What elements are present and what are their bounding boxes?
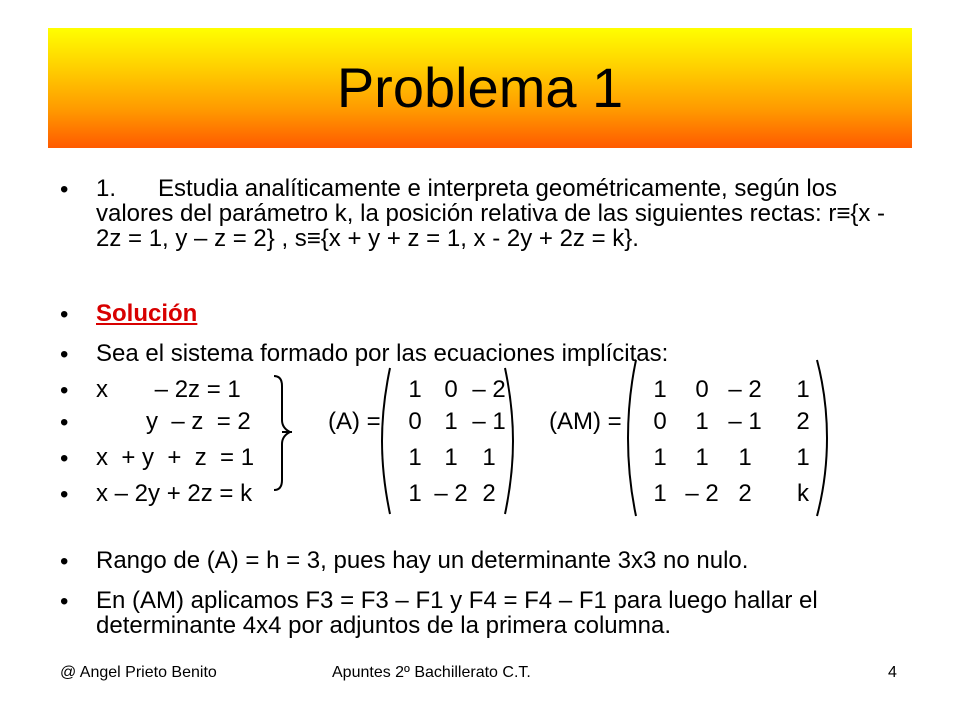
matrix-am-left-bracket-icon xyxy=(626,358,638,518)
bullet: • xyxy=(60,409,69,436)
bullet: • xyxy=(60,176,69,203)
intro-text: Sea el sistema formado por las ecuaciones implícitas: xyxy=(96,340,669,367)
matrix-am-label: (AM) = xyxy=(549,408,622,435)
bullet: • xyxy=(60,445,69,472)
matrix-a-label: (A) = xyxy=(328,408,381,435)
matrix-am-cell: 1 xyxy=(695,408,709,435)
matrix-am-right-bracket-icon xyxy=(815,358,829,518)
footer-course: Apuntes 2º Bachillerato C.T. xyxy=(332,664,531,681)
problem-text: Estudia analíticamente e interpreta geométricamente, según los valores del parámetro k, la posición relativa de las siguientes rectas: r≡{x - 2z = 1, y – z = 2} , s≡{x + y + z = 1, x - 2y + 2z = k}. xyxy=(96,175,886,252)
matrix-am-cell: 1 xyxy=(695,444,709,471)
matrix-am-cell: – 1 xyxy=(728,408,762,435)
matrix-am-cell: – 2 xyxy=(685,480,719,507)
slide-title: Problema 1 xyxy=(336,56,624,119)
matrix-am-cell: 1 xyxy=(738,444,752,471)
matrix-am-cell: 1 xyxy=(796,376,810,403)
matrix-a-cell: 2 xyxy=(482,480,496,507)
matrix-a-cell: 0 xyxy=(408,408,422,435)
matrix-am-cell: k xyxy=(797,480,809,507)
title-bar xyxy=(48,28,912,148)
footer-author: @ Angel Prieto Benito xyxy=(60,664,217,681)
matrix-am-cell: 2 xyxy=(738,480,752,507)
matrix-am-cell: 0 xyxy=(653,408,667,435)
bullet: • xyxy=(60,548,69,575)
matrix-a-cell: – 2 xyxy=(472,376,506,403)
bullet: • xyxy=(60,377,69,404)
matrix-am-cell: 1 xyxy=(653,480,667,507)
matrix-am-cell: – 2 xyxy=(728,376,762,403)
matrix-a-cell: 1 xyxy=(482,444,496,471)
matrix-am-cell: 1 xyxy=(653,376,667,403)
matrix-a-cell: – 1 xyxy=(472,408,506,435)
matrix-am-cell: 2 xyxy=(796,408,810,435)
matrix-a-left-bracket-icon xyxy=(380,366,392,516)
rank-text: Rango de (A) = h = 3, pues hay un determinante 3x3 no nulo. xyxy=(96,547,749,574)
system-brace-icon xyxy=(268,368,304,498)
matrix-am-cell: 1 xyxy=(653,444,667,471)
matrix-a-cell: 1 xyxy=(408,444,422,471)
bullet: • xyxy=(60,341,69,368)
equation-2: y – z = 2 xyxy=(146,408,251,435)
method-text: En (AM) aplicamos F3 = F3 – F1 y F4 = F4 – F1 para luego hallar el determinante 4x4 por adjuntos de la primera columna. xyxy=(96,587,818,639)
matrix-a-cell: 0 xyxy=(444,376,458,403)
bullet: • xyxy=(60,588,69,615)
matrix-am-cell: 1 xyxy=(796,444,810,471)
equation-4: x – 2y + 2z = k xyxy=(96,480,253,507)
matrix-am-cell: 0 xyxy=(695,376,709,403)
equation-3: x + y + z = 1 xyxy=(96,444,255,471)
matrix-a-cell: 1 xyxy=(408,376,422,403)
matrix-a-cell: 1 xyxy=(408,480,422,507)
bullet: • xyxy=(60,301,69,328)
bullet: • xyxy=(60,481,69,508)
solution-heading: Solución xyxy=(96,300,198,327)
matrix-a-cell: 1 xyxy=(444,408,458,435)
footer-page-number: 4 xyxy=(888,664,897,681)
matrix-a-cell: 1 xyxy=(444,444,458,471)
problem-number: 1. xyxy=(96,175,117,202)
equation-1: x – 2z = 1 xyxy=(96,376,241,403)
matrix-a-cell: – 2 xyxy=(434,480,468,507)
